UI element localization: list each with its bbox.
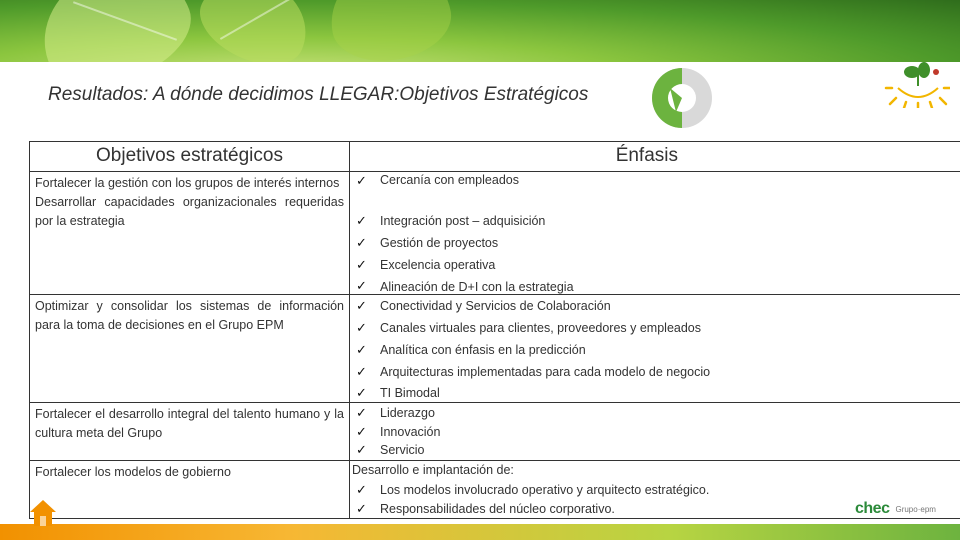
header-banner	[0, 0, 960, 62]
footer-color-strip	[0, 524, 960, 540]
list-item: ✓ Alineación de D+I con la estrategia	[356, 278, 574, 294]
list-item: ✓ Canales virtuales para clientes, proveedores y empleados	[356, 320, 702, 335]
emphasis-cell	[350, 295, 960, 403]
check-icon: ✓	[356, 298, 367, 313]
check-icon: ✓	[356, 342, 367, 357]
list-item: ✓ Analítica con énfasis en la predicción	[356, 342, 586, 357]
slide-title	[48, 84, 588, 106]
check-icon: ✓	[356, 423, 367, 439]
check-icon: ✓	[356, 442, 367, 457]
check-icon: ✓	[356, 235, 367, 250]
list-item: ✓ Gestión de proyectos	[356, 235, 499, 250]
objectives-table	[29, 141, 960, 519]
list-item: ✓ Integración post – adquisición	[356, 213, 546, 228]
list-item: ✓ Los modelos involucrado operativo y arquitecto estratégico.	[356, 481, 710, 497]
list-item: ✓ Cercanía con empleados	[356, 173, 519, 188]
check-icon: ✓	[356, 278, 367, 293]
emphasis-cell	[350, 403, 960, 461]
check-icon: ✓	[356, 213, 367, 228]
check-icon: ✓	[356, 500, 367, 516]
check-icon: ✓	[356, 384, 367, 400]
check-icon: ✓	[356, 320, 367, 335]
list-item: ✓ Conectividad y Servicios de Colaboración	[356, 298, 611, 313]
target-graphic-icon	[650, 66, 714, 130]
objective-cell	[30, 172, 350, 295]
emphasis-cell	[350, 172, 960, 295]
check-icon: ✓	[356, 173, 367, 188]
objective-text: Fortalecer los modelos de gobierno	[35, 465, 231, 479]
list-item: ✓ Arquitecturas implementadas para cada modelo de negocio	[356, 364, 711, 379]
table-row	[30, 172, 960, 295]
list-item: ✓ Responsabilidades del núcleo corporativo.	[356, 500, 615, 516]
logo-brand: chec	[855, 500, 890, 517]
objective-text: Fortalecer el desarrollo integral del talento humano y la cultura meta del Grupo	[35, 407, 344, 440]
title-part2: Objetivos Estratégicos	[399, 84, 589, 105]
list-item: ✓ Liderazgo	[356, 404, 435, 420]
logo-sub: Grupo·epm	[895, 504, 936, 514]
list-item: ✓ Innovación	[356, 423, 441, 439]
objective-text: Fortalecer la gestión con los grupos de interés internos	[35, 176, 340, 190]
check-icon: ✓	[356, 481, 367, 497]
objective-cell	[30, 461, 350, 519]
header-emphasis: Énfasis	[350, 142, 960, 172]
objective-text: Optimizar y consolidar los sistemas de información para la toma de decisiones en el Grupo EPM	[35, 299, 344, 332]
header-objectives: Objetivos estratégicos	[30, 142, 350, 172]
title-part1: Resultados: A dónde decidimos LLEGAR:	[48, 84, 400, 105]
list-item: ✓ Excelencia operativa	[356, 257, 496, 272]
check-icon: ✓	[356, 257, 367, 272]
sun-sprout-logo-icon	[884, 58, 950, 108]
emphasis-intro: Desarrollo e implantación de:	[352, 463, 514, 477]
table-row	[30, 461, 960, 519]
home-icon[interactable]	[28, 498, 58, 528]
table-row	[30, 295, 960, 403]
objective-text: Desarrollar capacidades organizacionales requeridas por la estrategia	[35, 195, 344, 228]
objective-cell	[30, 403, 350, 461]
list-item: ✓ TI Bimodal	[356, 384, 440, 400]
chec-logo	[855, 498, 955, 520]
objective-cell	[30, 295, 350, 403]
check-icon: ✓	[356, 404, 367, 420]
check-icon: ✓	[356, 364, 367, 379]
table-row	[30, 403, 960, 461]
list-item: ✓ Servicio	[356, 442, 425, 457]
